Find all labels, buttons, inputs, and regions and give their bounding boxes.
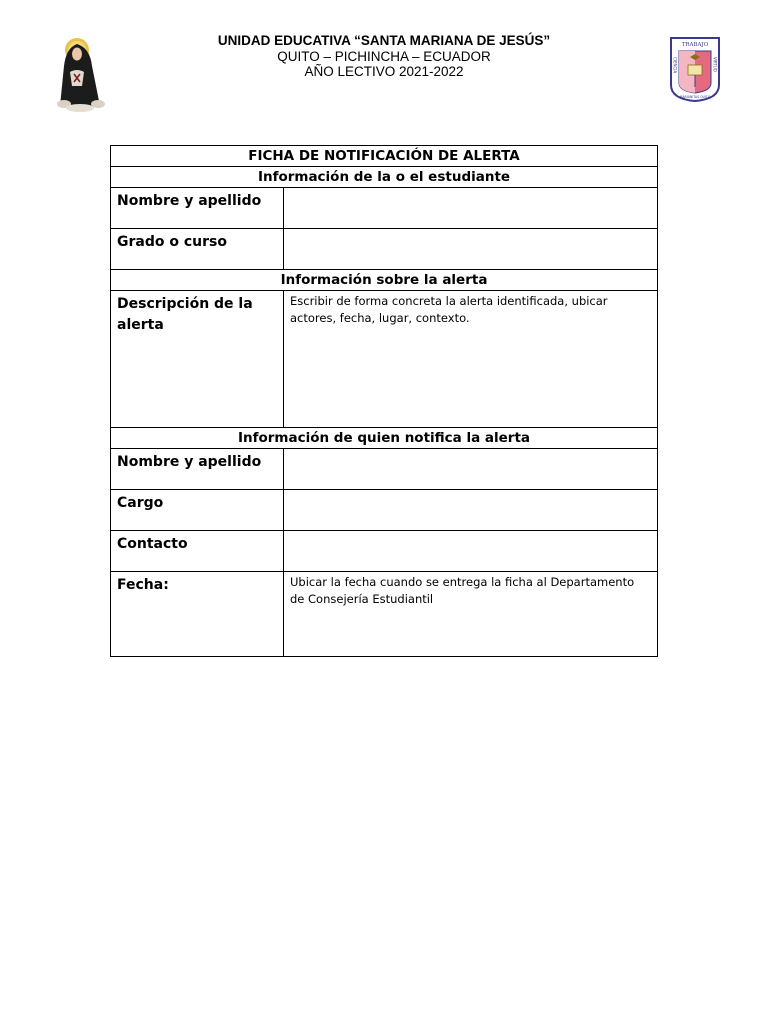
crest-top-text: TRABAJO: [681, 42, 709, 48]
school-location: QUITO – PICHINCHA – ECUADOR: [277, 49, 491, 64]
table-row: [111, 449, 658, 490]
table-row: [111, 229, 658, 270]
notifier-name-label: Nombre y apellido: [111, 449, 284, 490]
position-label: Cargo: [111, 490, 284, 531]
contact-field[interactable]: [284, 531, 658, 572]
section-notifier-heading: Información de quien notifica la alerta: [111, 428, 658, 449]
student-name-field[interactable]: [284, 188, 658, 229]
document-header: [0, 33, 768, 79]
school-year: AÑO LECTIVO 2021-2022: [304, 64, 464, 79]
notifier-name-field[interactable]: [284, 449, 658, 490]
student-name-label: Nombre y apellido: [111, 188, 284, 229]
school-crest-logo: [668, 35, 722, 103]
crest-bottom-text: MARIANITAS QUITO: [679, 95, 711, 99]
crest-left-text: CIENCIA: [672, 57, 678, 74]
alert-description-field[interactable]: Escribir de forma concreta la alerta identificada, ubicar actores, fecha, lugar, contexto.: [284, 291, 658, 428]
table-row: [111, 188, 658, 229]
grade-label: Grado o curso: [111, 229, 284, 270]
position-field[interactable]: [284, 490, 658, 531]
alert-notification-form: [110, 145, 658, 657]
date-field[interactable]: Ubicar la fecha cuando se entrega la ficha al Departamento de Consejería Estudiantil: [284, 572, 658, 657]
table-row: [111, 291, 658, 428]
school-name: UNIDAD EDUCATIVA “SANTA MARIANA DE JESÚS”: [217, 33, 551, 48]
table-row: [111, 490, 658, 531]
grade-field[interactable]: [284, 229, 658, 270]
contact-label: Contacto: [111, 531, 284, 572]
date-label: Fecha:: [111, 572, 284, 657]
alert-description-label: Descripción de la alerta: [111, 291, 284, 428]
form-title: FICHA DE NOTIFICACIÓN DE ALERTA: [111, 146, 658, 167]
table-row: [111, 572, 658, 657]
crest-right-text: VIRTUD: [712, 57, 718, 72]
section-alert-heading: Información sobre la alerta: [111, 270, 658, 291]
table-row: [111, 531, 658, 572]
section-student-heading: Información de la o el estudiante: [111, 167, 658, 188]
